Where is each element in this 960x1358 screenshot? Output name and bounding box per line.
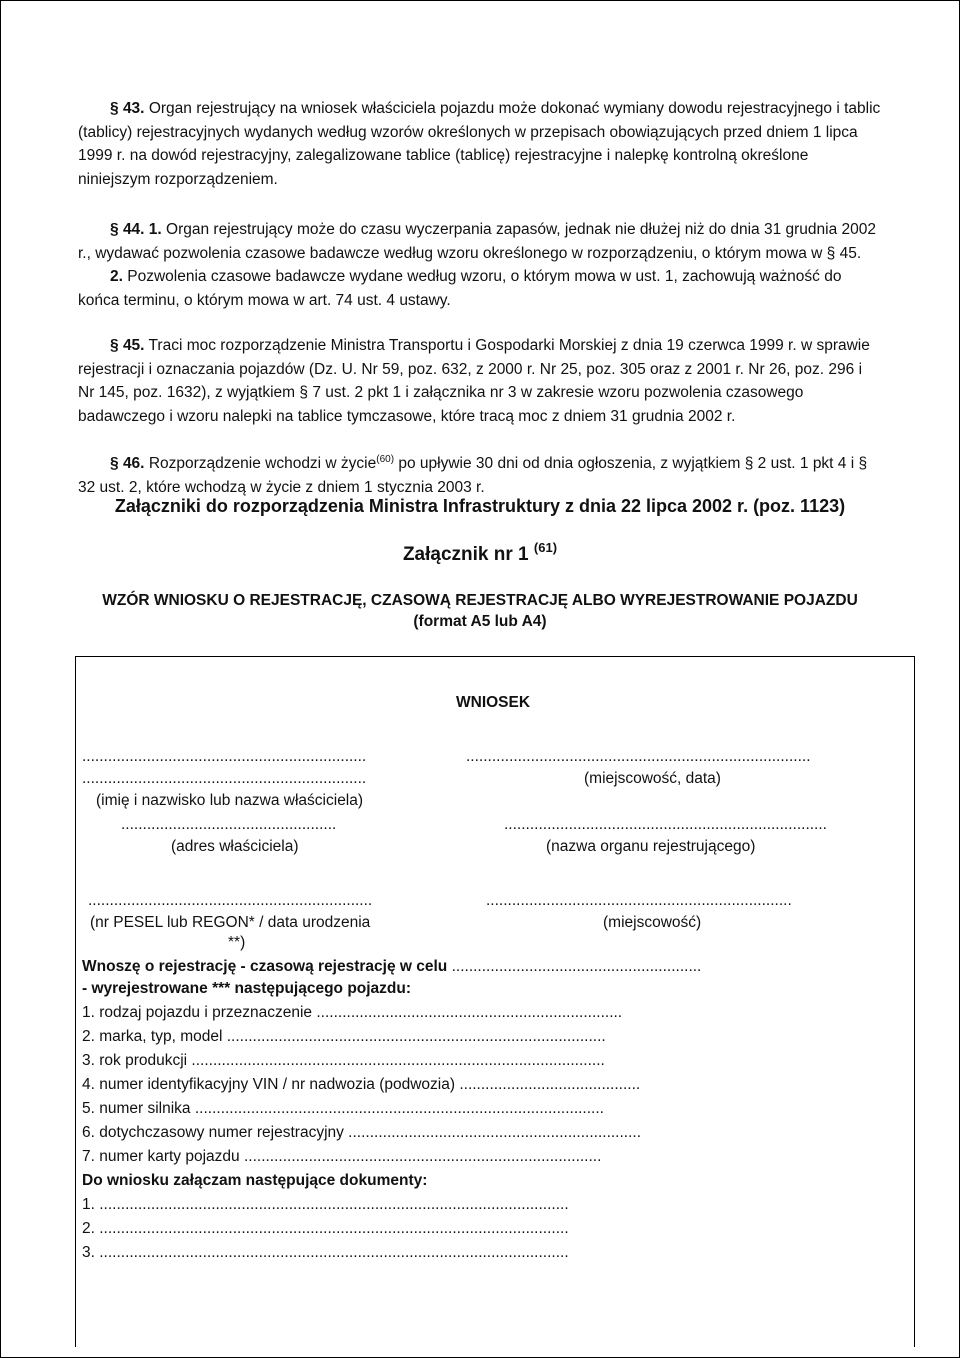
annex-label: Załącznik nr 1 — [402, 544, 529, 565]
paragraph-number: 46. — [122, 455, 145, 472]
text: Organ rejestrujący na wniosek właściciela pojazdu może dokonać wymiany dowodu rejestracyjnego i tablic — [148, 100, 881, 117]
request-line — [82, 957, 701, 977]
pesel-line[interactable]: .................................................................. — [88, 892, 373, 909]
attachments-title: Załączniki do rozporządzenia Ministra Infrastruktury z dnia 22 lipca 2002 r. (poz. 1123) — [114, 496, 846, 516]
annex-title — [0, 540, 960, 566]
paragraph-45 — [78, 334, 898, 428]
text: r., wydawać pozwolenia czasowe badawcze według wzoru określonego w rozporządzeniu, o którym mowa w — [78, 244, 823, 262]
text: 32 ust. 2, które wchodzą w życie z dniem 1 stycznia 2003 r. — [78, 478, 485, 496]
authority-line[interactable]: ........................................................................... — [504, 816, 827, 833]
pesel-label: (nr PESEL lub REGON* / data urodzenia — [90, 914, 371, 931]
owner-address-line[interactable]: .................................................. — [121, 816, 337, 833]
section-sign: § — [744, 455, 754, 472]
vehicle-item-6[interactable]: 6. dotychczasowy numer rejestracyjny .................................................................... — [82, 1124, 642, 1141]
text: Traci moc rozporządzenie Ministra Transportu i Gospodarki Morskiej z dnia 19 czerwca 1999 r. w sprawie — [148, 337, 870, 354]
text: rejestracji i oznaczania pojazdów (Dz. U. Nr 59, poz. 632, z 2000 r. Nr 25, poz. 305 oraz z 2001 r. Nr 26, poz. 296 i — [78, 360, 863, 378]
vehicle-item-2[interactable]: 2. marka, typ, model ........................................................................................ — [82, 1028, 606, 1045]
owner-name-line-2[interactable]: .................................................................. — [82, 770, 367, 787]
text: Organ rejestrujący może do czasu wyczerpania zapasów, jednak nie dłużej niż do dnia 31 grudnia 2002 — [166, 221, 877, 238]
text: (tablicy) rejestracyjnych wydanych według wzorów określonych w przepisach obowiązujących przed dniem 1 lipca — [78, 123, 858, 141]
vehicle-item-4[interactable]: 4. numer identyfikacyjny VIN / nr nadwozia (podwozia) .......................................... — [82, 1076, 641, 1093]
owner-address-label: (adres właściciela) — [171, 838, 299, 855]
document-item-3[interactable]: 3. ............................................................................................................. — [82, 1244, 569, 1261]
paragraph-44 — [78, 218, 898, 312]
application-form — [75, 656, 915, 1347]
authority-label: (nazwa organu rejestrującego) — [546, 838, 756, 855]
pesel-label-cont: **) — [228, 934, 246, 951]
owner-name-label: (imię i nazwisko lub nazwa właściciela) — [96, 792, 364, 809]
vehicle-item-7[interactable]: 7. numer karty pojazdu ................................................................................... — [82, 1148, 602, 1165]
text: 45. — [839, 244, 862, 262]
form-format: (format A5 lub A4) — [413, 613, 547, 630]
text: niniejszym rozporządzeniem. — [78, 170, 278, 188]
vehicle-item-1[interactable]: 1. rodzaj pojazdu i przeznaczenie ....................................................................... — [82, 1004, 623, 1021]
form-heading: WNIOSEK — [456, 694, 531, 711]
section-sign: § — [299, 384, 309, 401]
text: 2 ust. 1 pkt 4 i — [757, 455, 855, 472]
request-dots[interactable]: .......................................................... — [451, 958, 702, 975]
place-label: (miejscowość) — [603, 914, 702, 931]
place-date-line[interactable]: ................................................................................ — [466, 748, 811, 765]
place-date-label: (miejscowość, data) — [584, 770, 721, 787]
vehicle-item-5[interactable]: 5. numer silnika ............................................................................................... — [82, 1100, 604, 1117]
subparagraph-number: 2. — [110, 268, 123, 285]
text: 1999 r. na dowód rejestracyjny, zalegalizowane tablice (tablicę) rejestracyjne i nalepkę kontrolną określone — [78, 147, 809, 164]
section-sign: § — [110, 337, 119, 354]
request-text-2: - wyrejestrowane *** następującego pojazdu: — [82, 980, 412, 997]
place-line[interactable]: ....................................................................... — [486, 892, 792, 909]
text: Rozporządzenie wchodzi w życie — [148, 455, 377, 472]
text: Pozwolenia czasowe badawcze wydane według wzoru, o którym mowa w ust. 1, zachowują ważność do — [127, 268, 842, 285]
text: badawczego i wzoru nalepki na tablice tymczasowe, które tracą moc z dniem 31 grudnia 2002 r. — [78, 407, 736, 425]
section-sign: § — [110, 221, 119, 238]
text: po upływie 30 dni od dnia ogłoszenia, z wyjątkiem — [398, 455, 741, 472]
section-sign: § — [110, 100, 119, 117]
paragraph-43 — [78, 97, 898, 191]
vehicle-item-3[interactable]: 3. rok produkcji ................................................................................................ — [82, 1052, 605, 1069]
paragraph-46 — [78, 452, 898, 499]
request-text: Wnoszę o rejestrację - czasową rejestrację w celu — [82, 958, 448, 975]
section-sign: § — [110, 455, 119, 472]
text: końca terminu, o którym mowa w art. 74 ust. 4 ustawy. — [78, 291, 451, 309]
paragraph-number: 45. — [122, 337, 145, 354]
owner-name-line[interactable]: .................................................................. — [82, 748, 367, 765]
section-sign: § — [826, 244, 836, 262]
documents-heading: Do wniosku załączam następujące dokumenty: — [82, 1172, 428, 1189]
section-sign: § — [858, 455, 868, 472]
text: 7 ust. 2 pkt 1 i załącznika nr 3 w zakresie wzoru pozwolenia czasowego — [312, 384, 804, 401]
document-item-1[interactable]: 1. ............................................................................................................. — [82, 1196, 569, 1213]
paragraph-number: 43. — [122, 100, 145, 117]
paragraph-number: 44. 1. — [122, 221, 162, 238]
footnote-ref: (60) — [376, 454, 395, 465]
form-title: WZÓR WNIOSKU O REJESTRACJĘ, CZASOWĄ REJESTRACJĘ ALBO WYREJESTROWANIE POJAZDU — [102, 592, 858, 609]
document-item-2[interactable]: 2. ............................................................................................................. — [82, 1220, 569, 1237]
text: Nr 145, poz. 1632), z wyjątkiem — [78, 384, 296, 401]
footnote-ref: (61) — [533, 540, 558, 555]
